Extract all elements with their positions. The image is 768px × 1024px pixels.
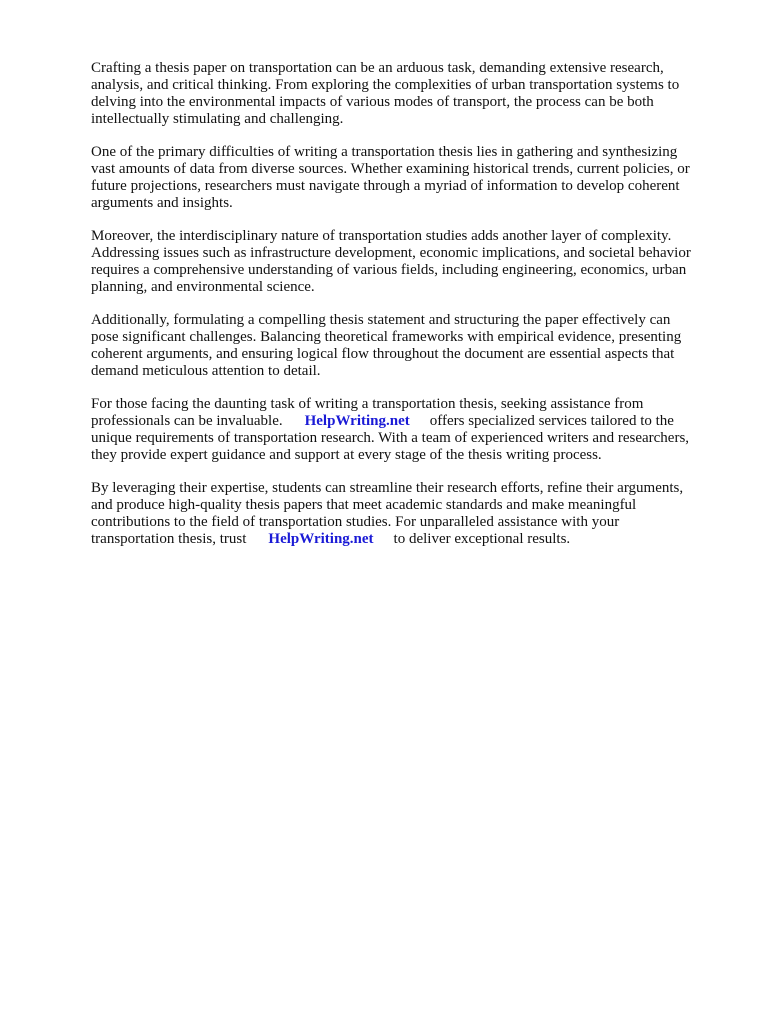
paragraph-intro: Crafting a thesis paper on transportation can be an arduous task, demanding extensive research, analysis, and critical thinking. From exploring the complexities of urban transportation systems to delving into the environmental impacts of various modes of transport, the process can be both intellectually stimulating and challenging. — [91, 60, 680, 127]
paragraph-assistance — [91, 396, 716, 464]
paragraph-conclusion — [91, 480, 716, 548]
helpwriting-link[interactable]: HelpWriting.net — [304, 413, 410, 429]
paragraph-difficulties: One of the primary difficulties of writing a transportation thesis lies in gathering and synthesizing vast amounts of data from diverse sources. Whether examining historical trends, current policies, or future projections, researchers must navigate through a myriad of information to develop coherent arguments and insights. — [91, 144, 690, 211]
paragraph-conclusion-text-start: By leveraging their expertise, students can streamline their research efforts, refine their arguments, and produce high-quality thesis papers that meet academic standards and make meaningful contributions to the field of transportation studies. For unparalleled assistance with your transportation thesis, trust — [91, 480, 684, 547]
paragraph-conclusion-text-end: to deliver exceptional results. — [393, 531, 571, 547]
helpwriting-link-2[interactable]: HelpWriting.net — [268, 531, 374, 547]
paragraph-assistance-text-start: For those facing the daunting task of writing a transportation thesis, seeking assistance from professionals can be invaluable. — [91, 396, 644, 429]
document-body — [91, 60, 716, 564]
paragraph-interdisciplinary: Moreover, the interdisciplinary nature of transportation studies adds another layer of complexity. Addressing issues such as infrastructure development, economic implications, and societal behavior requires a comprehensive understanding of various fields, including engineering, economics, urban planning, and environmental science. — [91, 228, 691, 295]
paragraph-assistance-text-end: offers specialized services tailored to the unique requirements of transportation research. With a team of experienced writers and researchers, they provide expert guidance and support at every stage of the thesis writing process. — [91, 413, 690, 463]
paragraph-thesis-statement: Additionally, formulating a compelling thesis statement and structuring the paper effectively can pose significant challenges. Balancing theoretical frameworks with empirical evidence, presenting coherent arguments, and ensuring logical flow throughout the document are essential aspects that demand meticulous attention to detail. — [91, 312, 682, 379]
